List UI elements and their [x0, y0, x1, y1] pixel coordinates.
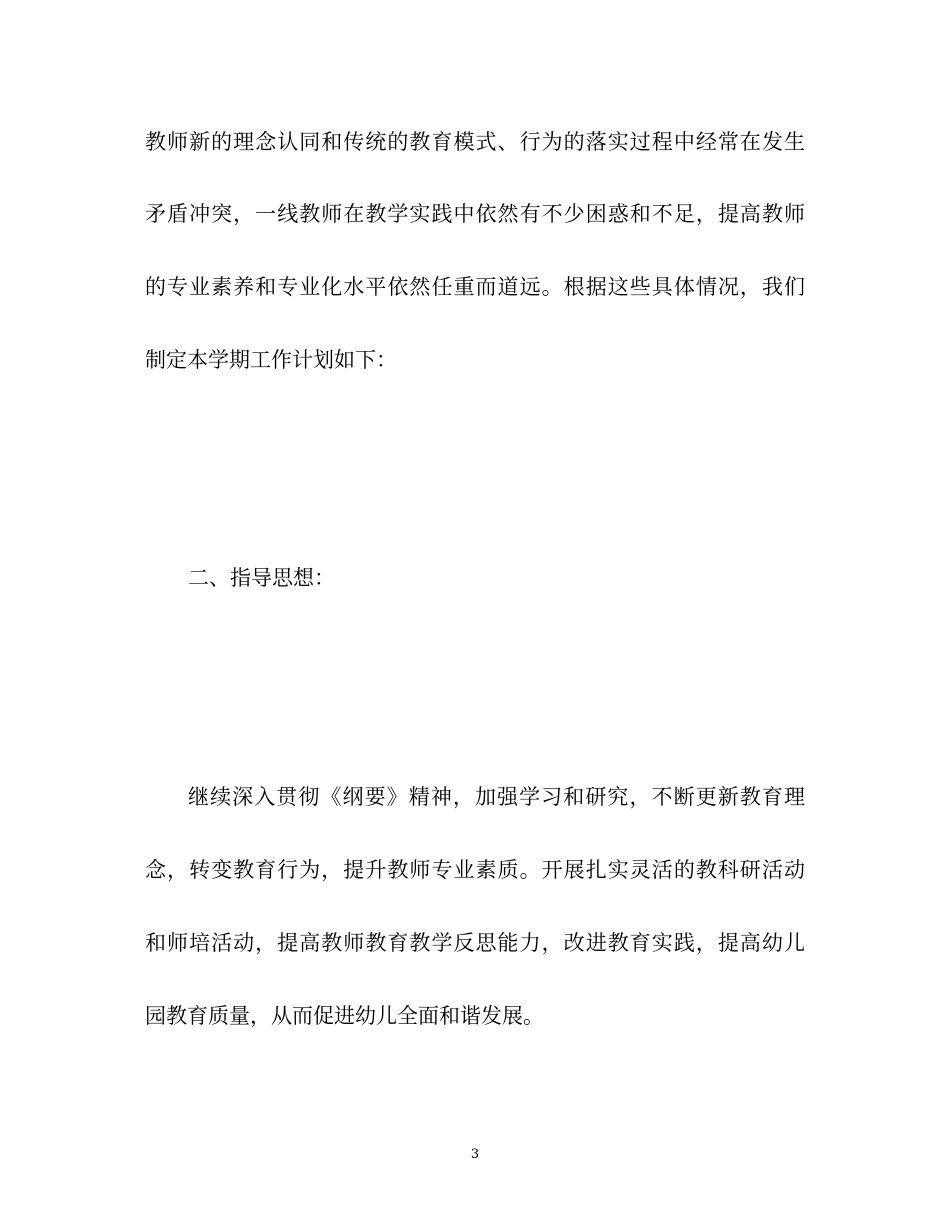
- paragraph-2-line-4: 园教育质量，从而促进幼儿全面和谐发展。: [145, 1004, 544, 1028]
- paragraph-1-line-2: 矛盾冲突，一线教师在教学实践中依然有不少困惑和不足，提高教师: [145, 202, 805, 226]
- paragraph-1-line-1: 教师新的理念认同和传统的教育模式、行为的落实过程中经常在发生: [145, 130, 805, 154]
- paragraph-2-line-2: 念，转变教育行为，提升教师专业素质。开展扎实灵活的教科研活动: [145, 858, 805, 882]
- paragraph-1-line-4: 制定本学期工作计划如下：: [145, 348, 397, 372]
- section-heading: 二、指导思想：: [188, 566, 335, 590]
- paragraph-2-line-1: 继续深入贯彻《纲要》精神，加强学习和研究，不断更新教育理: [188, 785, 805, 809]
- page-number: 3: [470, 1147, 480, 1162]
- paragraph-2-line-3: 和师培活动，提高教师教育教学反思能力，改进教育实践，提高幼儿: [145, 931, 805, 955]
- paragraph-1-line-3: 的专业素养和专业化水平依然任重而道远。根据这些具体情况，我们: [145, 275, 805, 299]
